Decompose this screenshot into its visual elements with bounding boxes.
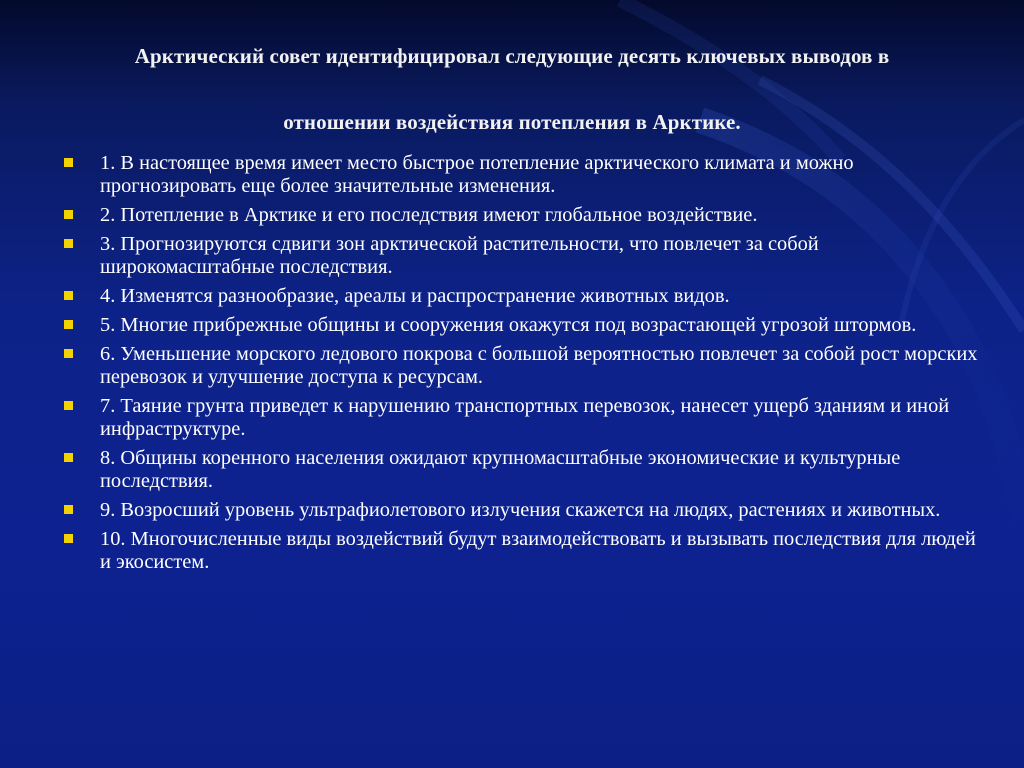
finding-item-4 — [62, 285, 982, 308]
finding-item-9 — [62, 499, 982, 522]
finding-item-5 — [62, 314, 982, 337]
finding-text: 7. Таяние грунта приведет к нарушению транспортных перевозок, нанесет ущерб зданиям и иной инфраструктуре. — [100, 395, 950, 440]
findings-list — [62, 152, 982, 580]
bullet-square-icon — [64, 210, 73, 219]
finding-text: 3. Прогнозируются сдвиги зон арктической растительности, что повлечет за собой широкомасштабные последствия. — [100, 233, 819, 278]
finding-text: 10. Многочисленные виды воздействий будут взаимодействовать и вызывать последствия для людей и экосистем. — [100, 528, 976, 573]
bullet-square-icon — [64, 505, 73, 514]
finding-item-2 — [62, 204, 982, 227]
finding-text: 5. Многие прибрежные общины и сооружения окажутся под возрастающей угрозой штормов. — [100, 314, 917, 336]
bullet-square-icon — [64, 349, 73, 358]
finding-item-3 — [62, 233, 982, 279]
finding-text: 1. В настоящее время имеет место быстрое потепление арктического климата и можно прогнозировать еще более значительные изменения. — [100, 152, 854, 197]
bullet-square-icon — [64, 291, 73, 300]
finding-text: 8. Общины коренного населения ожидают крупномасштабные экономические и культурные последствия. — [100, 447, 901, 492]
finding-text: 4. Изменятся разнообразие, ареалы и распространение животных видов. — [100, 285, 730, 307]
bullet-square-icon — [64, 320, 73, 329]
finding-text: 2. Потепление в Арктике и его последствия имеют глобальное воздействие. — [100, 204, 758, 226]
bullet-square-icon — [64, 534, 73, 543]
finding-text: 9. Возросший уровень ультрафиолетового излучения скажется на людях, растениях и животных. — [100, 499, 941, 521]
finding-item-6 — [62, 343, 982, 389]
slide-title-line-2: отношении воздействия потепления в Арктике. — [283, 110, 741, 134]
bullet-square-icon — [64, 453, 73, 462]
bullet-square-icon — [64, 239, 73, 248]
finding-item-8 — [62, 447, 982, 493]
finding-item-1 — [62, 152, 982, 198]
slide-title-line-1: Арктический совет идентифицировал следующие десять ключевых выводов в — [134, 44, 890, 68]
finding-text: 6. Уменьшение морского ледового покрова с большой вероятностью повлечет за собой рост морских перевозок и улучшение доступа к ресурсам. — [100, 343, 978, 388]
bullet-square-icon — [64, 158, 73, 167]
finding-item-10 — [62, 528, 982, 574]
bullet-square-icon — [64, 401, 73, 410]
finding-item-7 — [62, 395, 982, 441]
